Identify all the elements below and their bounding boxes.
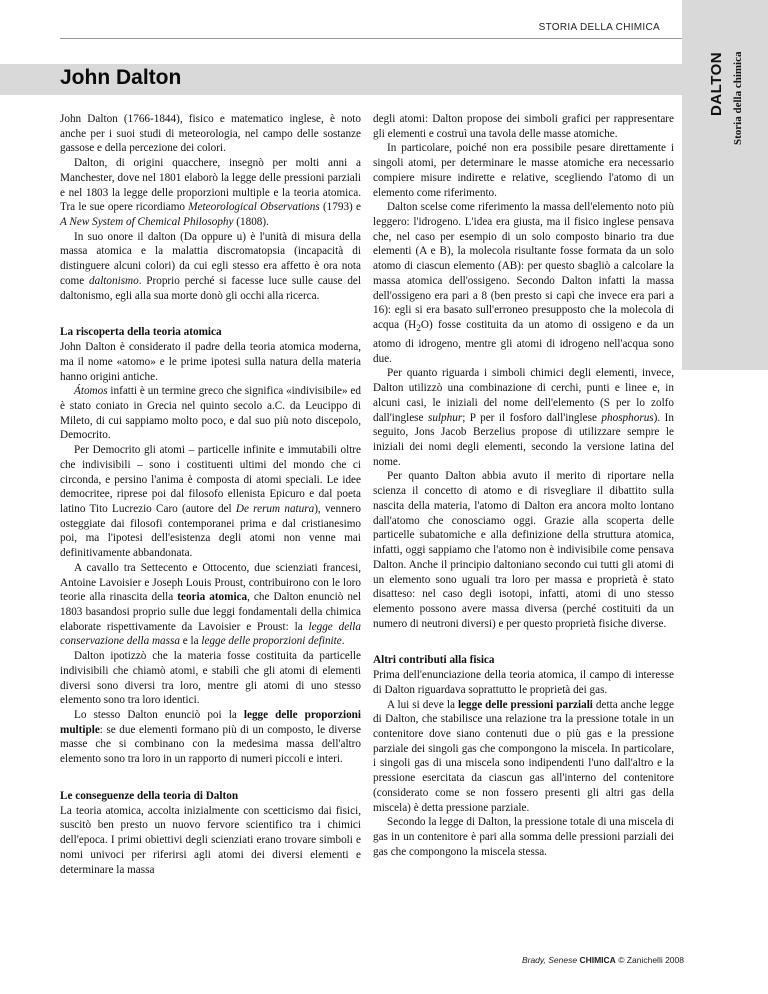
intro-paragraph: John Dalton (1766-1844), fisico e matematico inglese, è noto anche per i suoi studi di meteorologia, nel campo delle sostanze gassose e della percezione dei colori. bbox=[60, 113, 361, 155]
paragraph: La teoria atomica, accolta inizialmente con scetticismo dai fisici, suscitò ben presto un nuovo fervore scientifico tra i chimici dell'epoca. I primi obiettivi degli scienziati erano trovare simboli e nomi univoci per riferirsi agli atomi dei diversi elementi e determinare la massa bbox=[60, 804, 361, 876]
paragraph: In particolare, poiché non era possibile pesare direttamente i singoli atomi, per determinare le masse atomiche era necessario compiere misure indirette e relative, scegliendo l'atomo di un elemento come riferimento. bbox=[373, 142, 674, 199]
section-header: STORIA DELLA CHIMICA bbox=[538, 22, 660, 33]
paragraph: A cavallo tra Settecento e Ottocento, due scienziati francesi, Antoine Lavoisier e Joseph Louis Proust, contribuirono con le loro teorie alla rinascita della teoria atomica, che Dalton enunciò nel 1803 basandosi proprio sulle due leggi fondamentali della chimica elaborate rispettivamente da Lavoisier e Proust: la legge della conservazione della massa e la legge delle proporzioni definite. bbox=[60, 561, 361, 648]
paragraph: degli atomi: Dalton propose dei simboli grafici per rappresentare gli elementi e costruì una tavola delle masse atomiche. bbox=[373, 113, 674, 140]
section-heading: La riscoperta della teoria atomica bbox=[60, 326, 222, 339]
paragraph: Átomos infatti è un termine greco che significa «indivisibile» ed è stato coniato in Grecia nel quinto secolo a.C. da Leucippo di Mileto, di cui sappiamo molto poco, e dal suo più noto discepolo, Democrito. bbox=[60, 385, 361, 442]
paragraph: Per Democrito gli atomi – particelle infinite e immutabili oltre che indivisibili – sono i costituenti ultimi del mondo che ci circonda, e persino l'anima è composta di atomi speciali. Le idee democritee, riprese poi dal filosofo ellenista Epicuro e dal poeta latino Tito Lucrezio Caro (autore del De rerum natura), vennero osteggiate dai filosofi contemporanei prima e dal cristianesimo poi, ma l'ipotesi dell'esistenza degli atomi non venne mai definitivamente abbandonata. bbox=[60, 444, 361, 560]
paragraph: John Dalton è considerato il padre della teoria atomica moderna, ma il nome «atomo» e le prime ipotesi sulla natura della materia hanno origini antiche. bbox=[60, 341, 361, 383]
paragraph: Dalton, di origini quacchere, insegnò per molti anni a Manchester, dove nel 1801 elaborò la legge delle pressioni parziali e nel 1803 la legge delle proporzioni multiple e la teoria atomica. Tra le sue opere ricordiamo Meteorological Observations (1793) e A New System of Chemical Philosophy (1808). bbox=[60, 157, 361, 229]
paragraph: Lo stesso Dalton enunciò poi la legge delle proporzioni multiple: se due elementi formano più di un composto, le diverse masse che si combinano con la medesima massa dell'altro elemento sono tra loro in un rapporto di numeri piccoli e interi. bbox=[60, 709, 361, 766]
side-tab-long-label: Storia della chimica bbox=[732, 52, 744, 146]
paragraph: Per quanto riguarda i simboli chimici degli elementi, invece, Dalton utilizzò una combinazione di cerchi, punti e linee e, in alcuni casi, le iniziali del nome dell'elemento (S per lo zolfo dall'inglese sulphur; P per il fosforo dall'inglese phosphorus). In seguito, Jons Jacob Berzelius propose di utilizzare sempre le iniziali dei nomi degli elementi, secondo la versione latina del nome. bbox=[373, 367, 674, 468]
paragraph: Prima dell'enunciazione della teoria atomica, il campo di interesse di Dalton riguardava soprattutto le proprietà dei gas. bbox=[373, 669, 674, 696]
right-column bbox=[373, 112, 674, 859]
paragraph: Secondo la legge di Dalton, la pressione totale di una miscela di gas in un contenitore è pari alla somma delle pressioni parziali dei gas che compongono la miscela stessa. bbox=[373, 816, 674, 858]
paragraph: A lui si deve la legge delle pressioni parziali detta anche legge di Dalton, che stabilisce una relazione tra la pressione totale in un contenitore dove siano contenuti due o più gas e la pressione parziale dei singoli gas che compongono la miscela. In particolare, i singoli gas di una miscela sono indipendenti l'uno dall'altro e la pressione esercitata da ciascun gas all'interno del contenitore (considerato come se non fossero presenti gli altri gas della miscela) è detta pressione parziale. bbox=[373, 698, 674, 814]
left-column bbox=[60, 112, 361, 877]
header-rule bbox=[60, 38, 682, 39]
paragraph: Per quanto Dalton abbia avuto il merito di riportare nella scienza il concetto di atomo e di risvegliare il dibattito sulla nascita della materia, l'atomo di Dalton era ancora molto lontano dall'atomo che conosciamo oggi. Grazie alla scoperta delle particelle subatomiche e alla definizione della struttura atomica, infatti, oggi sappiamo che l'atomo non è indivisibile come pensava Dalton. Anche il principio daltoniano secondo cui tutti gli atomi di un elemento sono uguali tra loro per massa e proprietà è stato disatteso: nel caso degli isotopi, infatti, atomi di uno stesso elemento possono avere massa diversa (perché costituiti da un numero di neutroni diversi) e per questo proprietà fisiche diverse. bbox=[373, 470, 674, 630]
footer-publisher: © Zanichelli 2008 bbox=[618, 955, 684, 965]
paragraph: Dalton ipotizzò che la materia fosse costituita da particelle indivisibili che chiamò atomi, e stabilì che gli atomi di elementi diversi sono diversi tra loro, mentre gli atomi di uno stesso elemento sono tra loro identici. bbox=[60, 650, 361, 707]
paragraph: Dalton scelse come riferimento la massa dell'elemento noto più leggero: l'idrogeno. L'idea era giusta, ma il fisico inglese pensava che, nel caso per esempio di un solo composto binario tra due elementi (A e B), la molecola risultante fosse formata da un solo atomo di ciascun elemento (AB): per questo sbagliò a calcolare la massa atomica dell'ossigeno. Secondo Dalton infatti la massa dell'ossigeno era pari a 8 (ben presto si capì che invece era pari a 16): egli si era basato sull'erroneo presupposto che la molecola di acqua $(H_2O)$ fosse costituita da un atomo di ossigeno e da un atomo di idrogeno, mentre gli atomi di idrogeno nell'acqua sono due. bbox=[373, 201, 675, 365]
page-title: John Dalton bbox=[60, 66, 182, 89]
side-tab-short-label: DALTON bbox=[708, 52, 725, 117]
section-heading: Le conseguenze della teoria di Dalton bbox=[60, 789, 239, 802]
footer-brand: CHIMICA bbox=[579, 955, 616, 965]
section-heading: Altri contributi alla fisica bbox=[373, 654, 495, 667]
title-band bbox=[0, 64, 682, 95]
footer-credit bbox=[522, 955, 684, 965]
side-tab bbox=[682, 0, 768, 370]
paragraph: In suo onore il dalton (Da oppure u) è l'unità di misura della massa atomica e la malattia discromatopsia (incapacità di distinguere alcuni colori) da cui egli stesso era affetto è ora nota come daltonismo. Proprio perché si facesse luce sulle cause del daltonismo, egli alla sua morte donò gli occhi alla ricerca. bbox=[60, 230, 362, 302]
footer-authors: Brady, Senese bbox=[521, 955, 578, 965]
